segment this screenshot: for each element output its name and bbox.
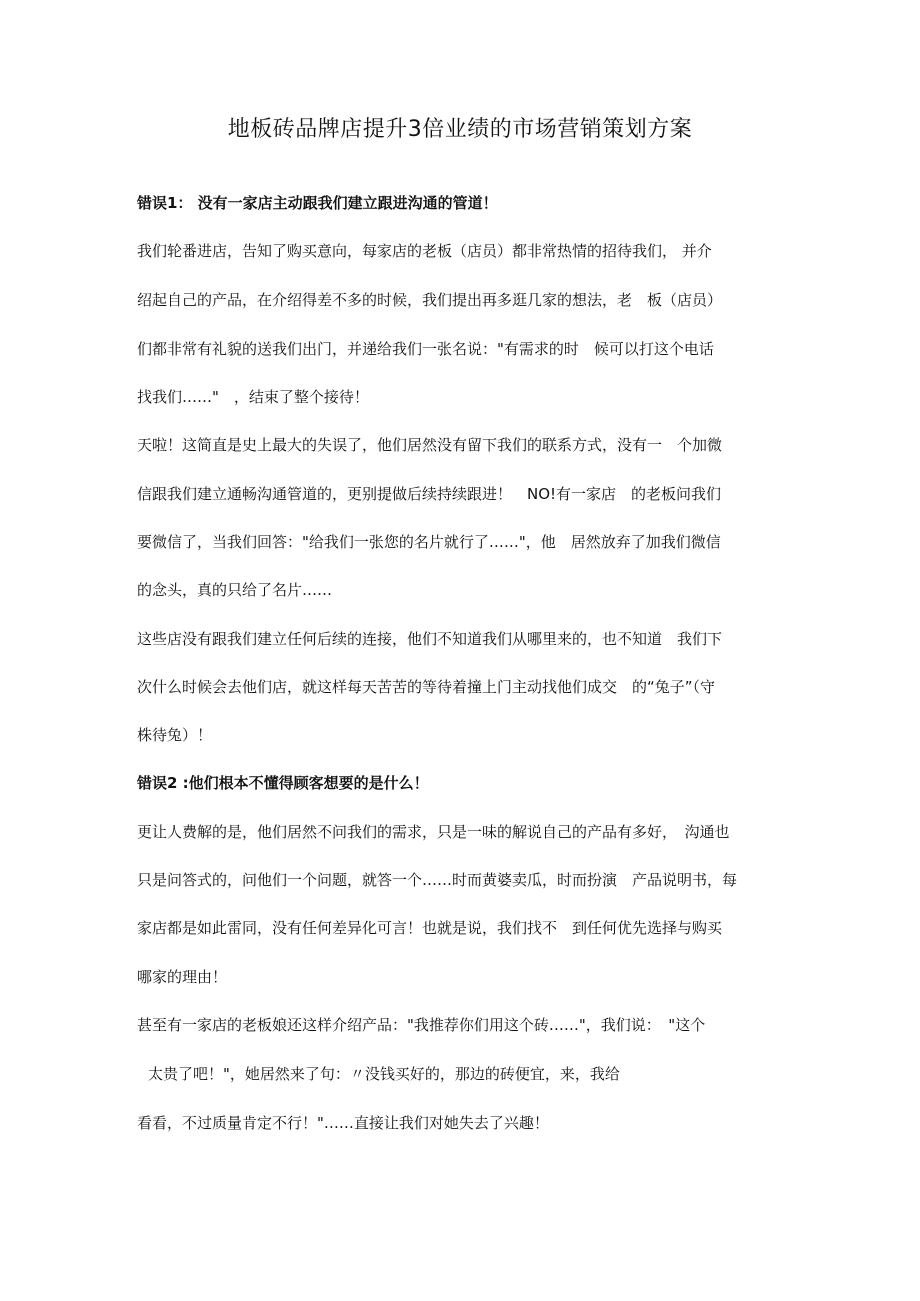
section-heading-error-2: 错误2 :他们根本不懂得顾客想要的是什么！ xyxy=(137,774,429,792)
paragraph-line: 信跟我们建立通畅沟通管道的，更别提做后续持续跟进！ NO!有一家店 的老板问我们 xyxy=(137,485,722,503)
paragraph-line: 的念头，真的只给了名片…… xyxy=(137,581,333,599)
paragraph-line: 太贵了吧！"，她居然来了句：〃没钱买好的，那边的砖便宜，来，我给 xyxy=(148,1065,620,1083)
section-heading-error-1: 错误1： 没有一家店主动跟我们建立跟进沟通的管道！ xyxy=(137,194,498,212)
paragraph-line: 天啦！这简直是史上最大的失误了，他们居然没有留下我们的联系方式，没有一 个加微 xyxy=(137,436,723,454)
paragraph-line: 找我们……" ，结束了整个接待！ xyxy=(137,388,369,406)
paragraph-line: 甚至有一家店的老板娘还这样介绍产品："我推荐你们用这个砖……"，我们说： "这个 xyxy=(137,1016,706,1034)
paragraph-line: 株待兔）！ xyxy=(137,726,213,744)
paragraph-line: 们都非常有礼貌的送我们出门，并递给我们一张名说："有需求的时 候可以打这个电话 xyxy=(137,340,714,358)
paragraph-line: 哪家的理由！ xyxy=(137,968,228,986)
paragraph-line: 家店都是如此雷同，没有任何差异化可言！也就是说，我们找不 到任何优先选择与购买 xyxy=(137,919,723,937)
paragraph-line: 我们轮番进店，告知了购买意向，每家店的老板（店员）都非常热情的招待我们， 并介 xyxy=(137,242,712,260)
paragraph-line: 只是问答式的，问他们一个问题，就答一个……时而黄婆卖瓜，时而扮演 产品说明书，每 xyxy=(137,871,738,889)
document-title: 地板砖品牌店提升3倍业绩的市场营销策划方案 xyxy=(227,117,693,142)
paragraph-line: 这些店没有跟我们建立任何后续的连接，他们不知道我们从哪里来的，也不知道 我们下 xyxy=(137,630,723,648)
paragraph-line: 次什么时候会去他们店，就这样每天苦苦的等待着撞上门主动找他们成交 的“兔子”（守 xyxy=(137,678,716,696)
paragraph-line: 看看，不过质量肯定不行！"……直接让我们对她失去了兴趣！ xyxy=(137,1114,549,1132)
paragraph-line: 更让人费解的是，他们居然不问我们的需求，只是一味的解说自己的产品有多好， 沟通也 xyxy=(137,823,730,841)
paragraph-line: 要微信了，当我们回答："给我们一张您的名片就行了……"，他 居然放弃了加我们微信 xyxy=(137,533,721,551)
paragraph-line: 绍起自己的产品，在介绍得差不多的时候，我们提出再多逛几家的想法，老 板（店员） xyxy=(137,291,723,309)
